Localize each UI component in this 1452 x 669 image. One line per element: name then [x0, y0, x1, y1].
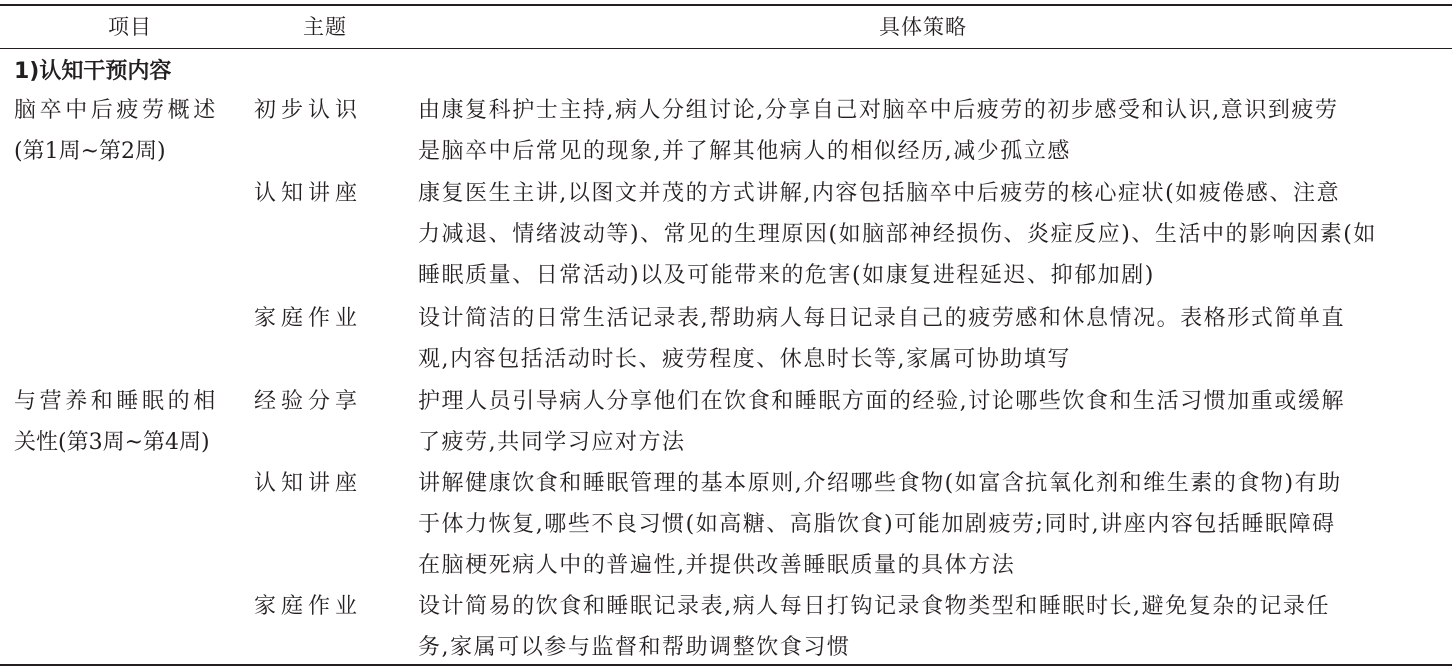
table-row-strategy — [418, 463, 1448, 586]
project-line: 与营养和睡眠的相 — [14, 389, 219, 414]
header-project: 项目 — [108, 15, 152, 39]
header-strategy: 具体策略 — [879, 15, 967, 39]
table-row-theme: 认知讲座 — [254, 181, 363, 206]
strategy-line: 务,家属可以参与监督和帮助调整饮食习惯 — [418, 635, 851, 660]
table-top-rule — [0, 4, 1452, 6]
table-row-strategy — [418, 173, 1448, 296]
table-row-project — [14, 381, 246, 463]
strategy-line: 是脑卒中后常见的现象,并了解其他病人的相似经历,减少孤立感 — [418, 139, 1071, 164]
strategy-line: 在脑梗死病人中的普遍性,并提供改善睡眠质量的具体方法 — [418, 553, 1016, 578]
strategy-line: 了疲劳,共同学习应对方法 — [418, 430, 686, 455]
table-row-strategy — [418, 90, 1448, 172]
project-line: (第1周~第2周) — [14, 139, 166, 164]
table-header-rule — [0, 48, 1452, 49]
strategy-line: 护理人员引导病人分享他们在饮食和睡眠方面的经验,讨论哪些饮食和生活习惯加重或缓解 — [418, 389, 1345, 414]
table-row-theme: 家庭作业 — [254, 594, 363, 619]
table-row-strategy — [418, 298, 1448, 380]
strategy-line: 康复医生主讲,以图文并茂的方式讲解,内容包括脑卒中后疲劳的核心症状(如疲倦感、注意 — [418, 181, 1341, 206]
strategy-line: 力减退、情绪波动等)、常见的生理原因(如脑部神经损伤、炎症反应)、生活中的影响因素(如 — [418, 222, 1377, 247]
section-title: 1)认知干预内容 — [14, 59, 172, 84]
strategy-line: 睡眠质量、日常活动)以及可能带来的危害(如康复进程延迟、抑郁加剧) — [418, 263, 1155, 288]
strategy-line: 讲解健康饮食和睡眠管理的基本原则,介绍哪些食物(如富含抗氧化剂和维生素的食物)有助 — [418, 471, 1342, 496]
table-row-theme: 认知讲座 — [254, 471, 363, 496]
strategy-line: 观,内容包括活动时长、疲劳程度、休息时长等,家属可协助填写 — [418, 347, 1071, 372]
table-row-strategy — [418, 381, 1448, 463]
table-row-theme: 经验分享 — [254, 389, 363, 414]
table-row-project — [14, 90, 246, 172]
table-row-strategy — [418, 586, 1448, 668]
strategy-line: 由康复科护士主持,病人分组讨论,分享自己对脑卒中后疲劳的初步感受和认识,意识到疲劳 — [418, 98, 1339, 123]
strategy-line: 于体力恢复,哪些不良习惯(如高糖、高脂饮食)可能加剧疲劳;同时,讲座内容包括睡眠障碍 — [418, 512, 1336, 537]
strategy-line: 设计简洁的日常生活记录表,帮助病人每日记录自己的疲劳感和休息情况。表格形式简单直 — [418, 306, 1345, 331]
project-line: 脑卒中后疲劳概述 — [14, 98, 219, 123]
project-line: 关性(第3周~第4周) — [14, 430, 210, 455]
table-row-theme: 初步认识 — [254, 98, 363, 123]
table-row-theme: 家庭作业 — [254, 306, 363, 331]
header-theme: 主题 — [303, 15, 347, 39]
strategy-line: 设计简易的饮食和睡眠记录表,病人每日打钩记录食物类型和睡眠时长,避免复杂的记录任 — [418, 594, 1330, 619]
